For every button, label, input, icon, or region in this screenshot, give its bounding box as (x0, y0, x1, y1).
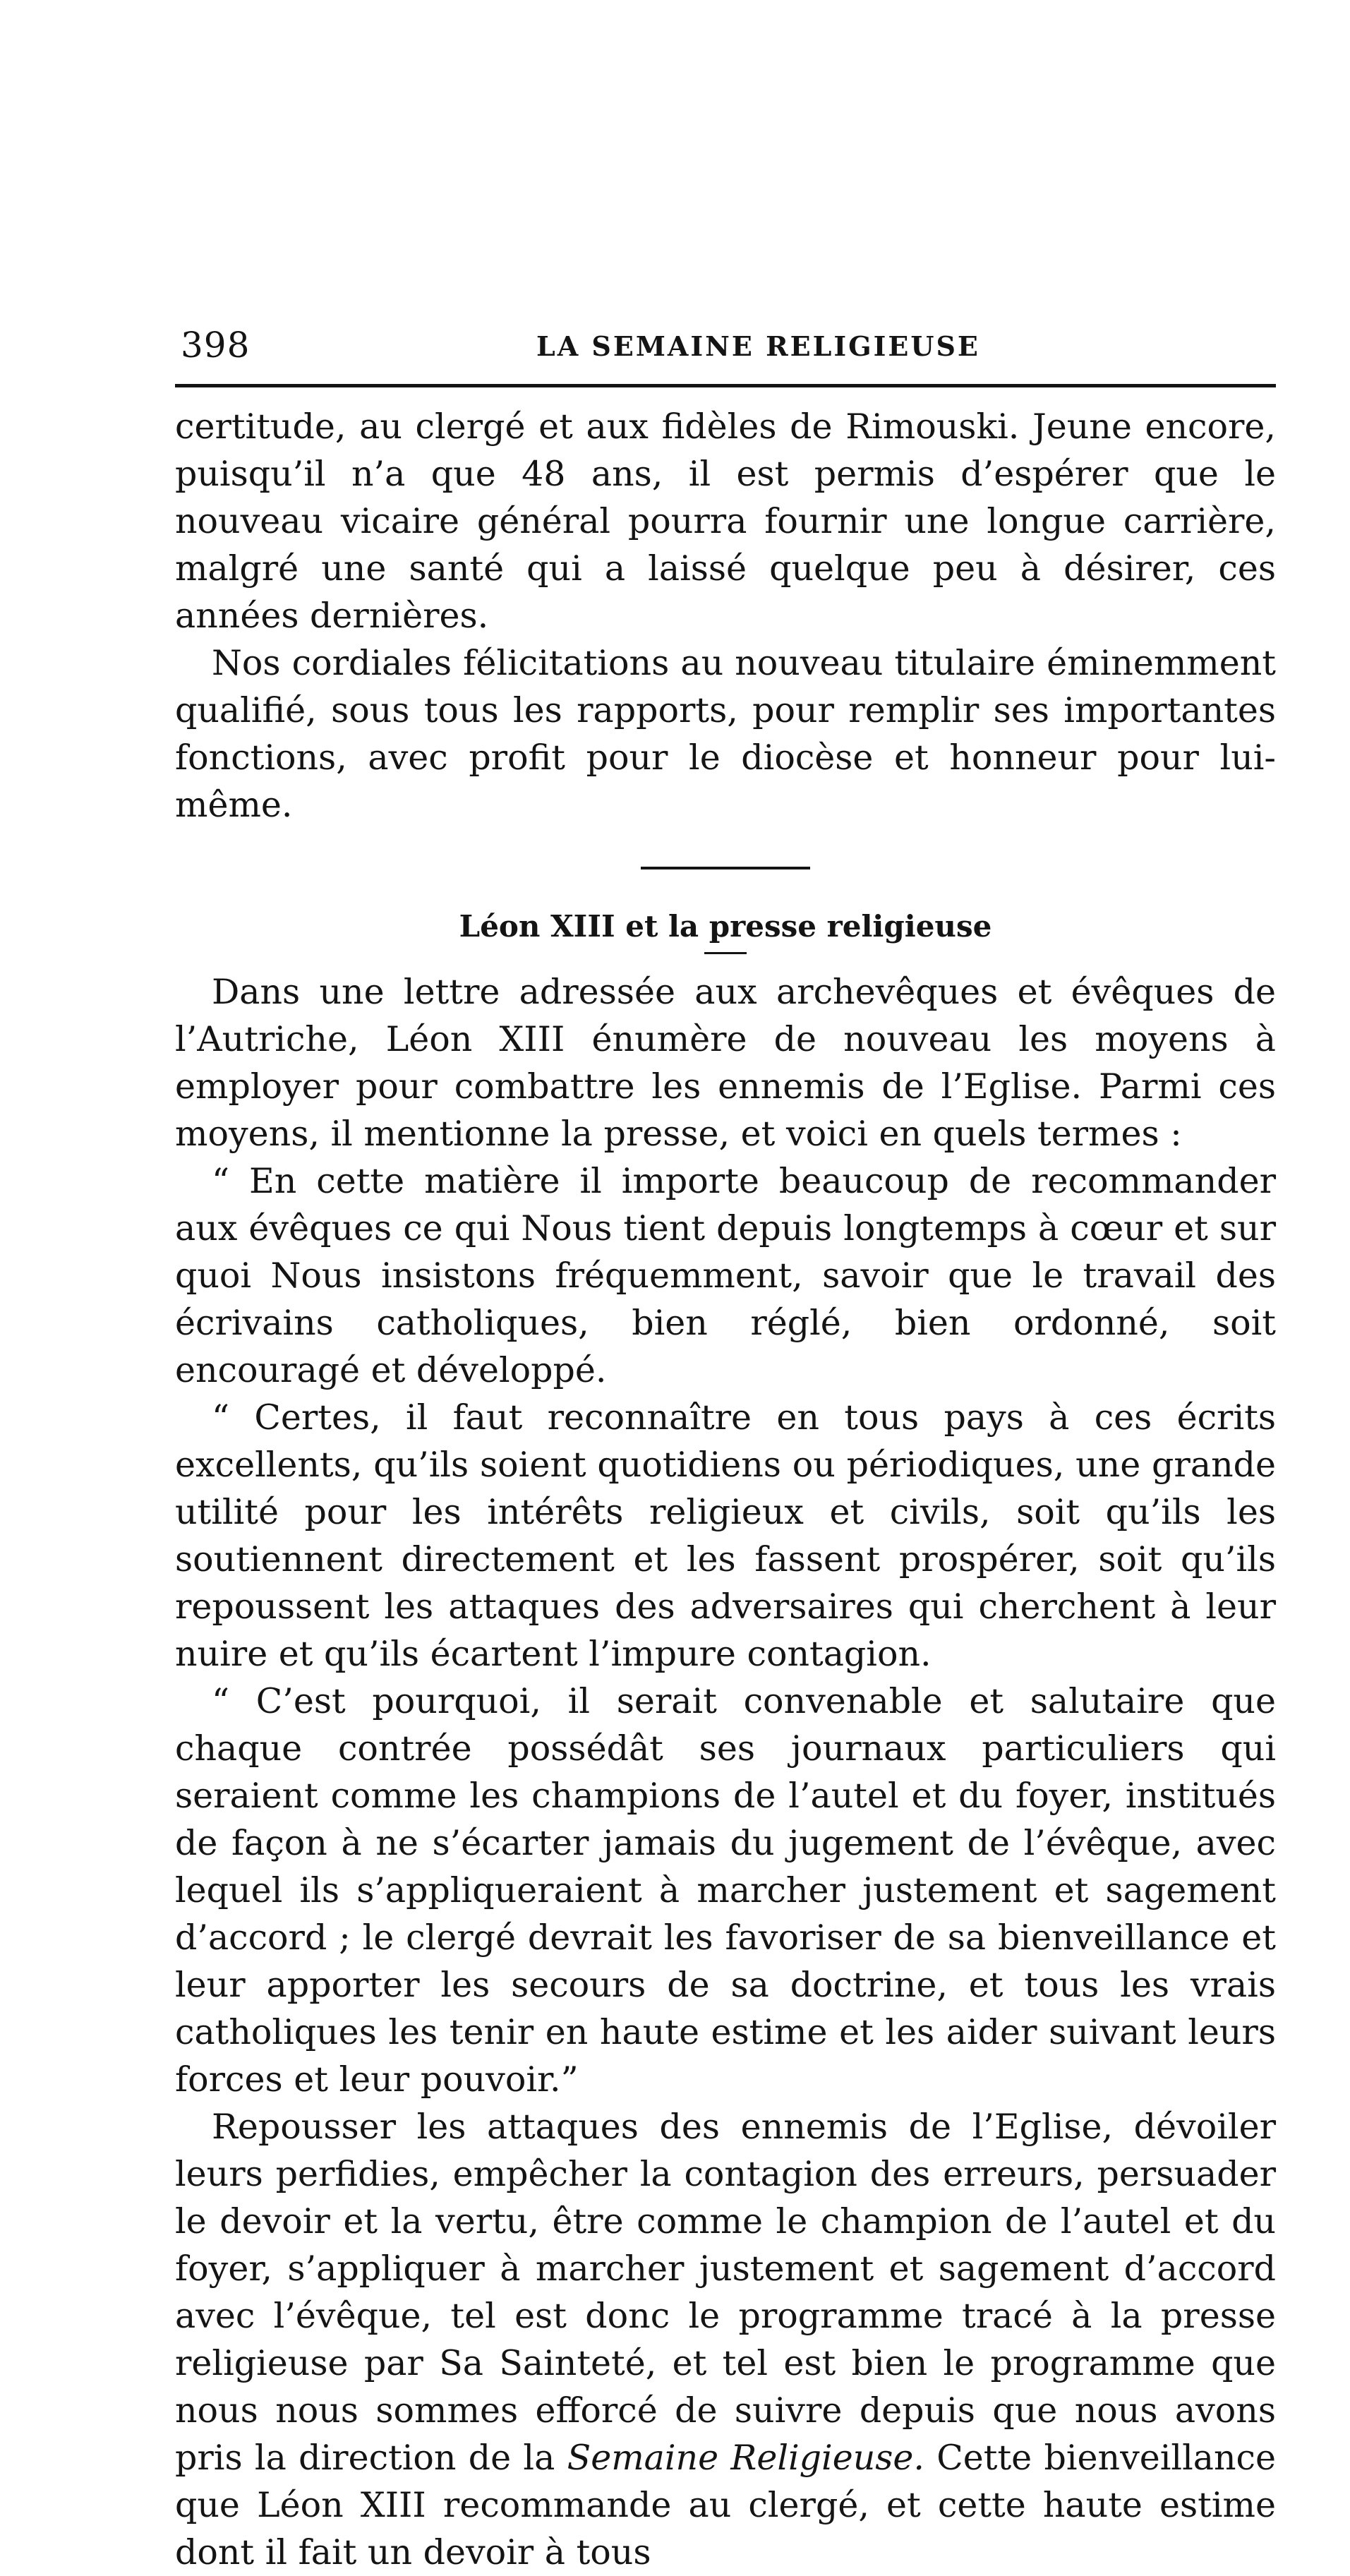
journal-title: Semaine Religieuse. (567, 2438, 924, 2478)
paragraph-conclusion (175, 2103, 1276, 2576)
body-text (175, 403, 1276, 2576)
paragraph-congratulations: Nos cordiales félicitations au nouveau titulaire éminemment qualifié, sous tous les rapports, pour remplir ses importantes fonctions, avec profit pour le diocèse et honneur pour lui-même. (175, 643, 1276, 825)
quote-paragraph-2: “ Certes, il faut reconnaître en tous pays à ces écrits excellents, qu’ils soient quotidiens ou périodiques, une grande utilité pour les intérêts religieux et civils, soit qu’ils les soutiennent directement et les fassent prospérer, soit qu’ils repoussent les attaques des adversaires qui cherchent à leur nuire et qu’ils écartent l’impure contagion. (175, 1397, 1276, 1674)
quote-paragraph-3: “ C’est pourquoi, il serait convenable et salutaire que chaque contrée possédât ses journaux particuliers qui seraient comme les champions de l’autel et du foyer, institués de façon à ne s’écarter jamais du jugement de l’évêque, avec lequel ils s’appliqueraient à marcher justement et sagement d’accord ; le clergé devrait les favoriser de sa bienveillance et leur apporter les secours de sa doctrine, et tous les vrais catholiques les tenir en haute estime et les aider suivant leurs forces et leur pouvoir.” (175, 1681, 1276, 2100)
conclusion-text-start: Repousser les attaques des ennemis de l’Eglise, dévoiler leurs perfidies, empêcher la contagion des erreurs, persuader le devoir et la vertu, être comme le champion de l’autel et du foyer, s’appliquer à marcher justement et sagement d’accord avec l’évêque, tel est donc le programme tracé à la presse religieuse par Sa Sainteté, et tel est bien le programme que nous nous sommes efforcé de suivre depuis que nous avons pris la direction de la (175, 2107, 1276, 2478)
section-divider (641, 867, 810, 869)
heading-ornament (704, 952, 747, 954)
conclusion-text-end: Cette bienveillance que Léon XIII recommande au clergé, et cette haute estime dont il fait un devoir à tous (175, 2438, 1276, 2572)
section-heading: Léon XIII et la presse religieuse (459, 909, 992, 944)
page-number: 398 (181, 325, 251, 366)
paragraph-continuation: certitude, au clergé et aux fidèles de Rimouski. Jeune encore, puisqu’il n’a que 48 ans, il est permis d’espérer que le nouveau vicaire général pourra fournir une longue carrière, malgré une santé qui a laissé quelque peu à désirer, ces années dernières. (175, 407, 1276, 636)
page (175, 311, 1276, 2576)
quote-paragraph-1: “ En cette matière il importe beaucoup de recommander aux évêques ce qui Nous tient depuis longtemps à cœur et sur quoi Nous insistons fréquemment, savoir que le travail des écrivains catholiques, bien réglé, bien ordonné, soit encouragé et développé. (175, 1161, 1276, 1390)
paragraph-intro: Dans une lettre adressée aux archevêques et évêques de l’Autriche, Léon XIII énumère de nouveau les moyens à employer pour combattre les ennemis de l’Eglise. Parmi ces moyens, il mentionne la presse, et voici en quels termes : (175, 972, 1276, 1154)
running-head (175, 311, 1276, 374)
running-title: LA SEMAINE RELIGIEUSE (536, 330, 980, 362)
header-rule (175, 384, 1276, 387)
